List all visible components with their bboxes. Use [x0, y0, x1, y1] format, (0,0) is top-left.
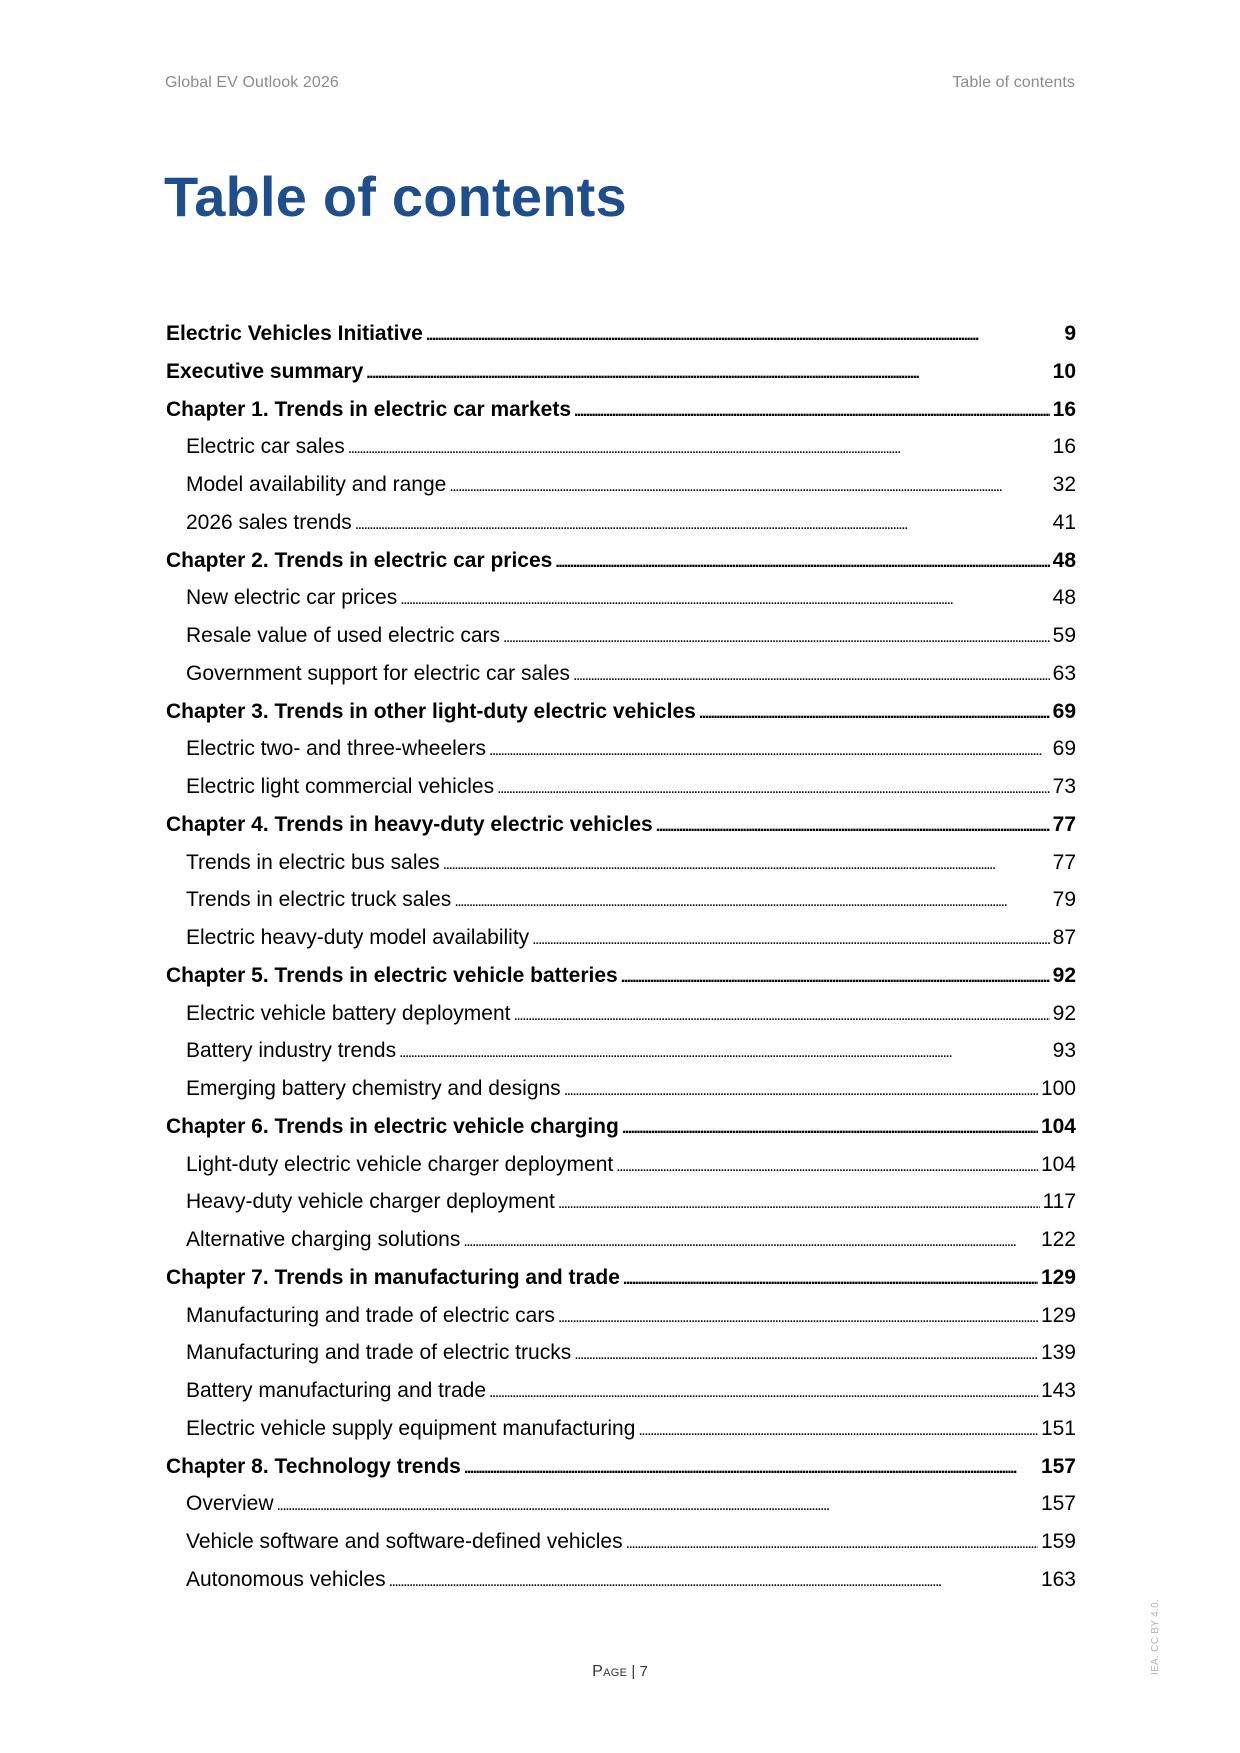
- toc-section-entry[interactable]: [166, 919, 1076, 957]
- toc-entry-page-number: 87: [1052, 926, 1076, 949]
- toc-entry-page-number: 69: [1052, 737, 1076, 761]
- page-label: Page: [592, 1663, 628, 1680]
- toc-section-entry[interactable]: [166, 1523, 1076, 1561]
- toc-dot-leader: [514, 995, 1050, 1035]
- toc-dot-leader: [573, 655, 1050, 695]
- toc-entry-page-number: 129: [1040, 1265, 1076, 1289]
- toc-entry-page-number: 59: [1052, 624, 1076, 647]
- toc-entry-label: Battery industry trends: [186, 1039, 397, 1063]
- toc-entry-page-number: 48: [1052, 586, 1076, 610]
- toc-section-entry[interactable]: [166, 1410, 1076, 1448]
- toc-section-entry[interactable]: [166, 1032, 1076, 1070]
- toc-entry-page-number: 41: [1052, 510, 1076, 534]
- toc-entry-label: Chapter 6. Trends in electric vehicle charging: [166, 1114, 619, 1138]
- toc-entry-page-number: 92: [1052, 1001, 1076, 1025]
- toc-entry-label: Heavy-duty vehicle charger deployment: [186, 1190, 555, 1214]
- page-footer: [0, 1663, 1240, 1681]
- toc-dot-leader: [623, 1259, 1038, 1299]
- toc-entry-page-number: 73: [1052, 775, 1076, 798]
- toc-dot-leader: [464, 1448, 1038, 1488]
- toc-entry-page-number: 100: [1040, 1077, 1076, 1100]
- toc-entry-label: Chapter 1. Trends in electric car markets: [166, 397, 572, 421]
- toc-section-entry[interactable]: [166, 466, 1076, 504]
- toc-dot-leader: [555, 542, 1049, 582]
- toc-chapter-entry[interactable]: [166, 353, 1076, 391]
- license-notice: IEA. CC BY 4.0.: [1150, 1598, 1161, 1675]
- toc-entry-label: Manufacturing and trade of electric cars: [186, 1303, 555, 1327]
- toc-entry-page-number: 139: [1040, 1341, 1076, 1365]
- toc-section-entry[interactable]: [166, 730, 1076, 768]
- toc-entry-label: Emerging battery chemistry and designs: [186, 1077, 561, 1100]
- toc-section-entry[interactable]: [166, 1146, 1076, 1184]
- toc-entry-page-number: 159: [1040, 1530, 1076, 1553]
- toc-dot-leader: [574, 391, 1050, 431]
- toc-entry-page-number: 104: [1040, 1114, 1076, 1138]
- toc-section-entry[interactable]: [166, 995, 1076, 1033]
- toc-dot-leader: [443, 844, 1050, 884]
- toc-entry-page-number: 9: [1064, 322, 1076, 345]
- toc-entry-page-number: 79: [1052, 888, 1076, 912]
- toc-dot-leader: [497, 768, 1050, 808]
- toc-dot-leader: [558, 1297, 1038, 1337]
- toc-section-entry[interactable]: [166, 428, 1076, 466]
- toc-dot-leader: [400, 579, 1049, 619]
- toc-dot-leader: [355, 504, 1050, 544]
- toc-section-entry[interactable]: [166, 881, 1076, 919]
- toc-dot-leader: [399, 1032, 1050, 1072]
- toc-entry-page-number: 129: [1040, 1303, 1076, 1327]
- toc-entry-label: Government support for electric car sales: [186, 661, 570, 685]
- toc-dot-leader: [454, 881, 1049, 921]
- toc-chapter-entry[interactable]: [166, 693, 1076, 731]
- toc-entry-page-number: 16: [1052, 397, 1076, 421]
- toc-entry-page-number: 143: [1040, 1379, 1076, 1402]
- toc-dot-leader: [532, 919, 1049, 959]
- toc-entry-label: Chapter 5. Trends in electric vehicle batteries: [166, 963, 618, 987]
- toc-dot-leader: [656, 806, 1050, 846]
- toc-chapter-entry[interactable]: [166, 542, 1076, 580]
- toc-entry-page-number: 157: [1040, 1454, 1076, 1478]
- toc-entry-label: Trends in electric bus sales: [186, 850, 440, 874]
- toc-entry-label: Electric heavy-duty model availability: [186, 926, 530, 949]
- toc-entry-page-number: 32: [1052, 473, 1076, 496]
- toc-dot-leader: [503, 617, 1050, 657]
- toc-entry-label: Electric vehicle battery deployment: [186, 1001, 511, 1025]
- running-header-section: Table of contents: [952, 74, 1075, 91]
- toc-dot-leader: [449, 466, 1049, 506]
- toc-dot-leader: [638, 1410, 1038, 1450]
- toc-section-entry[interactable]: [166, 1183, 1076, 1221]
- toc-dot-leader: [699, 693, 1050, 733]
- toc-section-entry[interactable]: [166, 1561, 1076, 1599]
- toc-chapter-entry[interactable]: [166, 806, 1076, 844]
- toc-chapter-entry[interactable]: [166, 1108, 1076, 1146]
- toc-dot-leader: [574, 1334, 1038, 1374]
- toc-entry-page-number: 10: [1052, 359, 1076, 383]
- toc-entry-label: Alternative charging solutions: [186, 1228, 461, 1251]
- toc-entry-label: Electric car sales: [186, 435, 345, 459]
- toc-section-entry[interactable]: [166, 1070, 1076, 1108]
- toc-entry-page-number: 92: [1052, 963, 1076, 987]
- toc-entry-label: Manufacturing and trade of electric trucks: [186, 1341, 572, 1365]
- toc-chapter-entry[interactable]: [166, 391, 1076, 429]
- toc-dot-leader: [366, 353, 1049, 393]
- toc-entry-page-number: 63: [1052, 661, 1076, 685]
- toc-chapter-entry[interactable]: [166, 1448, 1076, 1486]
- toc-entry-page-number: 69: [1052, 699, 1076, 723]
- toc-section-entry[interactable]: [166, 504, 1076, 542]
- table-of-contents: [166, 315, 1076, 1599]
- toc-dot-leader: [616, 1146, 1038, 1186]
- toc-chapter-entry[interactable]: [166, 315, 1076, 353]
- toc-entry-page-number: 117: [1042, 1190, 1076, 1214]
- toc-dot-leader: [621, 957, 1050, 997]
- toc-entry-page-number: 151: [1040, 1416, 1076, 1440]
- toc-dot-leader: [348, 428, 1050, 468]
- toc-section-entry[interactable]: [166, 768, 1076, 806]
- toc-section-entry[interactable]: [166, 655, 1076, 693]
- toc-section-entry[interactable]: [166, 1221, 1076, 1259]
- toc-entry-page-number: 163: [1040, 1567, 1076, 1591]
- toc-section-entry[interactable]: [166, 1334, 1076, 1372]
- toc-entry-label: Light-duty electric vehicle charger deployment: [186, 1152, 614, 1176]
- toc-section-entry[interactable]: [166, 1485, 1076, 1523]
- toc-entry-label: Overview: [186, 1492, 274, 1516]
- toc-entry-page-number: 77: [1052, 812, 1076, 836]
- toc-dot-leader: [389, 1561, 1038, 1601]
- toc-entry-label: Battery manufacturing and trade: [186, 1379, 487, 1402]
- toc-entry-label: Chapter 8. Technology trends: [166, 1454, 461, 1478]
- toc-entry-page-number: 48: [1052, 548, 1076, 572]
- toc-entry-label: New electric car prices: [186, 586, 398, 610]
- toc-entry-page-number: 157: [1040, 1492, 1076, 1516]
- toc-entry-page-number: 77: [1052, 850, 1076, 874]
- toc-entry-label: Electric Vehicles Initiative: [166, 322, 423, 345]
- toc-section-entry[interactable]: [166, 579, 1076, 617]
- toc-section-entry[interactable]: [166, 617, 1076, 655]
- toc-entry-label: Model availability and range: [186, 473, 447, 496]
- toc-section-entry[interactable]: [166, 1372, 1076, 1410]
- toc-dot-leader: [558, 1183, 1040, 1223]
- toc-entry-label: 2026 sales trends: [186, 510, 352, 534]
- toc-entry-label: Resale value of used electric cars: [186, 624, 500, 647]
- toc-dot-leader: [626, 1523, 1038, 1563]
- toc-entry-label: Vehicle software and software-defined vehicles: [186, 1530, 623, 1553]
- toc-entry-label: Electric vehicle supply equipment manufacturing: [186, 1416, 636, 1440]
- toc-dot-leader: [489, 730, 1050, 770]
- toc-entry-label: Chapter 3. Trends in other light-duty electric vehicles: [166, 699, 696, 723]
- toc-entry-label: Trends in electric truck sales: [186, 888, 452, 912]
- toc-dot-leader: [564, 1070, 1038, 1110]
- page-number: 7: [639, 1663, 648, 1680]
- page-separator: |: [631, 1663, 636, 1680]
- toc-section-entry[interactable]: [166, 1297, 1076, 1335]
- toc-entry-label: Electric light commercial vehicles: [186, 775, 495, 798]
- toc-dot-leader: [463, 1221, 1038, 1261]
- toc-entry-label: Electric two- and three-wheelers: [186, 737, 486, 761]
- toc-dot-leader: [489, 1372, 1038, 1412]
- toc-entry-label: Chapter 7. Trends in manufacturing and trade: [166, 1265, 620, 1289]
- toc-entry-page-number: 16: [1052, 435, 1076, 459]
- toc-entry-page-number: 122: [1040, 1228, 1076, 1251]
- toc-section-entry[interactable]: [166, 844, 1076, 882]
- toc-entry-label: Executive summary: [166, 359, 364, 383]
- page-title: Table of contents: [164, 165, 627, 228]
- toc-entry-page-number: 93: [1052, 1039, 1076, 1063]
- running-header-report-title: Global EV Outlook 2026: [165, 74, 339, 91]
- toc-dot-leader: [277, 1485, 1038, 1525]
- toc-entry-page-number: 104: [1040, 1152, 1076, 1176]
- toc-entry-label: Autonomous vehicles: [186, 1567, 386, 1591]
- toc-entry-label: Chapter 2. Trends in electric car prices: [166, 548, 553, 572]
- toc-chapter-entry[interactable]: [166, 1259, 1076, 1297]
- toc-chapter-entry[interactable]: [166, 957, 1076, 995]
- toc-entry-label: Chapter 4. Trends in heavy-duty electric vehicles: [166, 812, 653, 836]
- toc-dot-leader: [426, 315, 1062, 355]
- toc-dot-leader: [622, 1108, 1038, 1148]
